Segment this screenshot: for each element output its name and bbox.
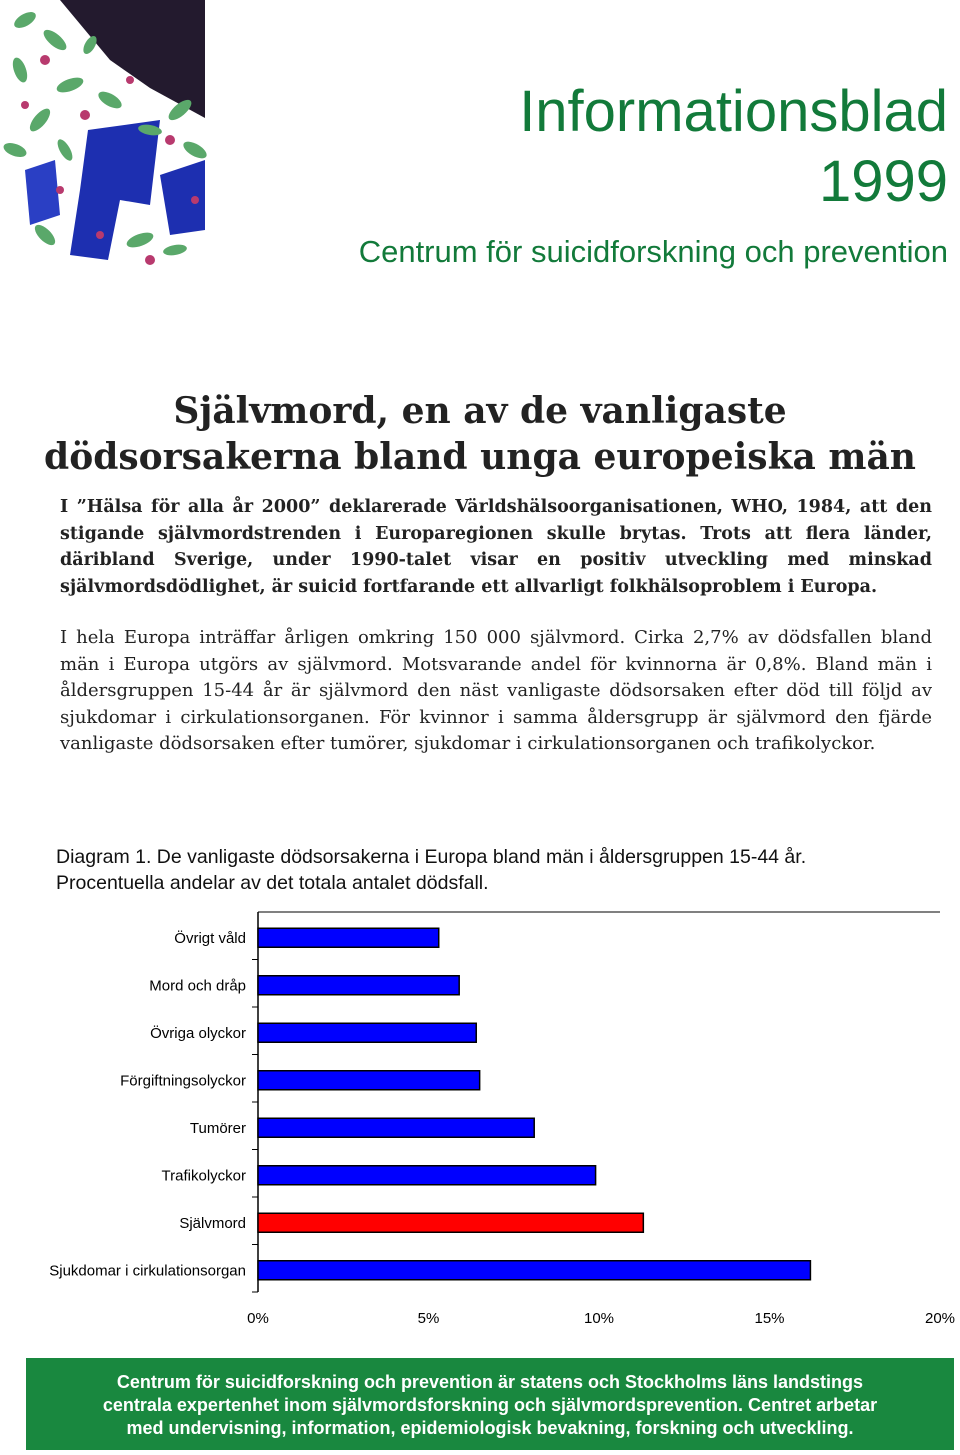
diagram-caption <box>56 844 936 896</box>
category-label: Övrigt våld <box>174 929 246 947</box>
headline-line-1: Självmord, en av de vanligaste <box>173 390 787 432</box>
x-tick-label: 10% <box>583 1310 615 1327</box>
diagram-caption-line-1: Diagram 1. De vanligaste dödsorsakerna i Europa bland män i åldersgruppen 15-44 år. <box>56 846 807 868</box>
category-label: Mord och dråp <box>149 977 246 995</box>
category-label: Förgiftningsolyckor <box>120 1072 246 1090</box>
category-label: Sjukdomar i cirkulationsorgan <box>49 1262 246 1280</box>
bar-0 <box>258 928 439 947</box>
bar-4 <box>258 1118 534 1137</box>
header-title: Informationsblad <box>519 79 948 144</box>
x-tick-label: 20% <box>924 1310 956 1327</box>
bar-chart <box>0 900 960 1340</box>
category-label: Trafikolyckor <box>161 1167 246 1185</box>
footer-line-1: Centrum för suicidforskning och prevention är statens och Stockholms läns landstings <box>116 1372 864 1392</box>
x-tick-label: 0% <box>247 1310 269 1327</box>
center-logo-illustration <box>0 0 240 275</box>
category-label: Självmord <box>179 1214 246 1232</box>
bar-6 <box>258 1213 643 1232</box>
bar-2 <box>258 1023 476 1042</box>
lead-paragraph: I ”Hälsa för alla år 2000” deklarerade Världshälsoorganisationen, WHO, 1984, att den stigande självmordstrenden i Europaregionen skulle brytas. Trots att flera länder, däribland Sverige, under 1990-talet visar en positiv utveckling med minskad självmordsdödlighet, är suicid fortfarande ett allvarligt folkhälsoproblem i Europa. <box>60 497 932 597</box>
bar-7 <box>258 1261 810 1280</box>
article-headline <box>0 388 960 480</box>
diagram-caption-line-2: Procentuella andelar av det totala antalet dödsfall. <box>56 872 489 894</box>
header-subtitle: Centrum för suicidforskning och prevention <box>358 234 948 269</box>
footer-line-3: med undervisning, information, epidemiologisk bevakning, forskning och utveckling. <box>126 1418 854 1438</box>
footer-banner <box>26 1358 954 1450</box>
category-label: Tumörer <box>189 1119 246 1137</box>
bar-5 <box>258 1166 596 1185</box>
bar-1 <box>258 976 459 995</box>
header-year: 1999 <box>818 149 948 214</box>
x-tick-label: 15% <box>754 1310 785 1327</box>
x-tick-label: 5% <box>417 1310 440 1327</box>
header <box>359 78 948 274</box>
headline-line-2: dödsorsakerna bland unga europeiska män <box>44 436 916 478</box>
bar-3 <box>258 1071 480 1090</box>
body-paragraph: I hela Europa inträffar årligen omkring 150 000 självmord. Cirka 2,7% av dödsfallen bland män i Europa utgörs av självmord. Motsvarande andel för kvinnorna är 0,8%. Bland män i åldersgruppen 15-44 år är självmord den näst vanligaste dödsorsaken efter död till följd av sjukdomar i cirkulationsorganen. För kvinnor i samma åldersgrupp är självmord den fjärde vanligaste dödsorsaken efter tumörer, sjukdomar i cirkulationsorganen och trafikolyckor. <box>60 627 932 754</box>
footer-line-2: centrala expertenhet inom självmordsforskning och självmordsprevention. Centret arbetar <box>102 1395 878 1415</box>
category-label: Övriga olyckor <box>150 1024 246 1042</box>
